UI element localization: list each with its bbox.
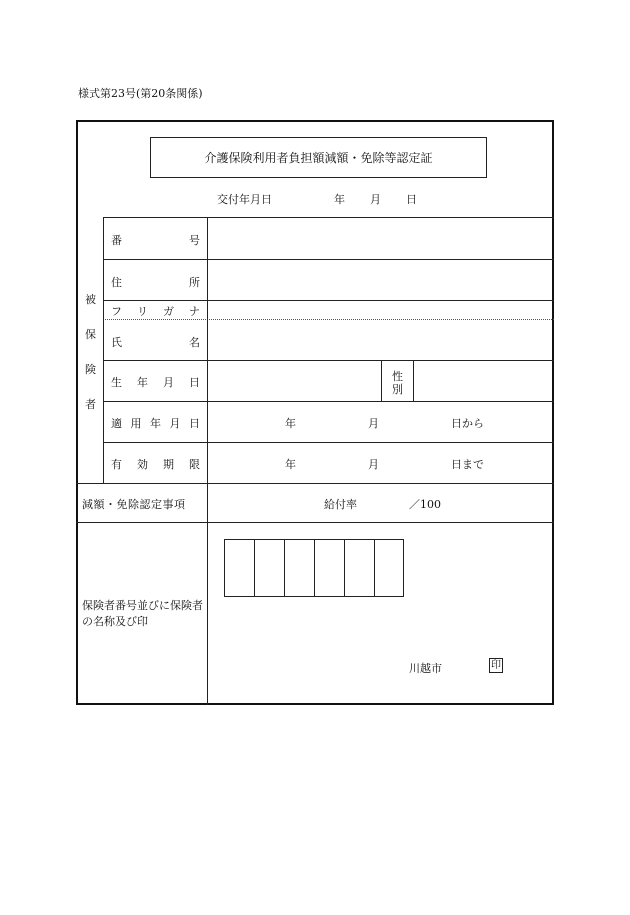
- reduction-label: 減額・免除認定事項: [82, 498, 186, 511]
- issue-date-year: 年: [334, 193, 345, 206]
- form-title: 介護保険利用者負担額減額・免除等認定証: [150, 137, 487, 178]
- insurer-number-box-6: [374, 539, 404, 597]
- insurer-number-box-3: [284, 539, 315, 597]
- insurer-number-box-5: [344, 539, 375, 597]
- valid-year: 年: [285, 458, 296, 471]
- insurer-label: 保険者番号並びに保険者の名称及び印: [82, 599, 203, 628]
- address-label: 住 所: [111, 276, 200, 289]
- insurer-number-box-4: [314, 539, 345, 597]
- applicable-year: 年: [285, 417, 296, 430]
- form-number: 様式第23号(第20条関係): [78, 87, 203, 100]
- gender-label-2: 別: [392, 383, 403, 396]
- insured-label-2: 保: [85, 328, 96, 341]
- valid-period-label: 有 効 期 限: [111, 458, 200, 471]
- applicable-date-label: 適 用 年 月 日: [111, 417, 200, 430]
- number-label: 番 号: [111, 234, 200, 247]
- name-label: 氏 名: [111, 336, 200, 349]
- issue-date-day: 日: [406, 193, 417, 206]
- insured-label-3: 険: [85, 363, 96, 376]
- insured-label-4: 者: [85, 398, 96, 411]
- insurer-number-box-1: [224, 539, 255, 597]
- furigana-label: フ リ ガ ナ: [111, 305, 200, 318]
- birthdate-label: 生 年 月 日: [111, 376, 200, 389]
- seal-stamp: 印: [491, 660, 501, 671]
- insured-label-1: 被: [85, 293, 96, 306]
- insurer-number-box-2: [254, 539, 285, 597]
- valid-day: 日まで: [451, 458, 484, 471]
- issue-date-label: 交付年月日: [217, 193, 272, 206]
- applicable-month: 月: [368, 417, 379, 430]
- applicable-day: 日から: [451, 417, 484, 430]
- benefit-rate-value: ／100: [409, 498, 441, 511]
- benefit-rate-label: 給付率: [324, 498, 357, 511]
- gender-label-1: 性: [392, 370, 403, 383]
- valid-month: 月: [368, 458, 379, 471]
- issue-date-month: 月: [370, 193, 381, 206]
- insurer-name: 川越市: [409, 662, 442, 675]
